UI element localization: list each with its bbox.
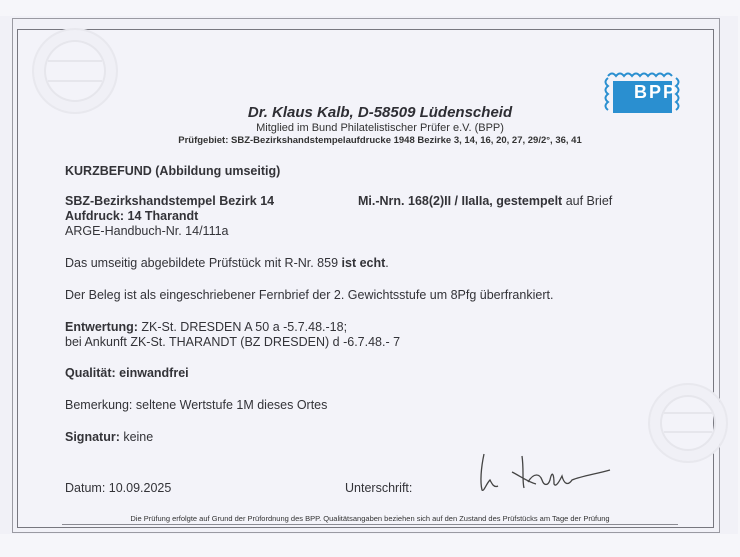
genuine-prefix: Das umseitig abgebildete Prüfstück mit R-Nr. 859: [65, 256, 342, 270]
remark: Bemerkung: seltene Wertstufe 1M dieses Ortes: [65, 398, 328, 412]
bpp-logo-text: BPP: [634, 82, 678, 102]
signature-mark-label: Signatur:: [65, 430, 120, 444]
genuine-suffix: .: [385, 256, 389, 270]
handwritten-signature: [478, 450, 618, 500]
report-title: KURZBEFUND (Abbildung umseitig): [65, 164, 281, 178]
membership-line: Mitglied im Bund Philatelistischer Prüfer e.V. (BPP): [256, 122, 504, 134]
embossed-seal-icon: [32, 28, 118, 114]
arrival-cancellation: bei Ankunft ZK-St. THARANDT (BZ DRESDEN) d -6.7.48.- 7: [65, 335, 401, 349]
footer-note: Die Prüfung erfolgte auf Grund der Prüfordnung des BPP. Qualitätsangaben beziehen sich auf den Zustand des Prüfstücks am Tage der Prüfung: [130, 514, 610, 523]
catalog-numbers-value: Mi.-Nrn. 168(2)II / IIaIIa, gestempelt: [358, 194, 563, 208]
item-title: SBZ-Bezirkshandstempel Bezirk 14: [65, 194, 275, 208]
genuine-verdict: ist echt: [341, 256, 386, 270]
examiner-name: Dr. Klaus Kalb, D-58509 Lüdenscheid: [247, 104, 513, 121]
cancellation: [65, 320, 347, 334]
genuine-statement: [65, 256, 389, 270]
postal-note: Der Beleg ist als eingeschriebener Fernbrief der 2. Gewichtsstufe um 8Pfg überfrankiert.: [65, 288, 554, 302]
cancellation-value: ZK-St. DRESDEN A 50 a -5.7.48.-18;: [137, 320, 348, 334]
catalog-suffix: auf Brief: [562, 194, 613, 208]
signature-mark-value: keine: [119, 430, 154, 444]
examination-area: Prüfgebiet: SBZ-Bezirkshandstempelaufdrucke 1948 Bezirke 3, 14, 16, 20, 27, 29/2°, 36, 41: [178, 135, 582, 146]
footer-divider: [62, 524, 678, 525]
signature-mark: [65, 430, 153, 444]
signature-label: Unterschrift:: [345, 481, 413, 495]
cancellation-label: Entwertung:: [65, 320, 138, 334]
quality: Qualität: einwandfrei: [65, 366, 189, 380]
date: Datum: 10.09.2025: [65, 481, 172, 495]
item-overprint: Aufdruck: 14 Tharandt: [65, 209, 199, 223]
handbook-number: ARGE-Handbuch-Nr. 14/111a: [65, 224, 229, 238]
embossed-seal-icon: [648, 383, 728, 463]
catalog-numbers: [358, 194, 612, 208]
